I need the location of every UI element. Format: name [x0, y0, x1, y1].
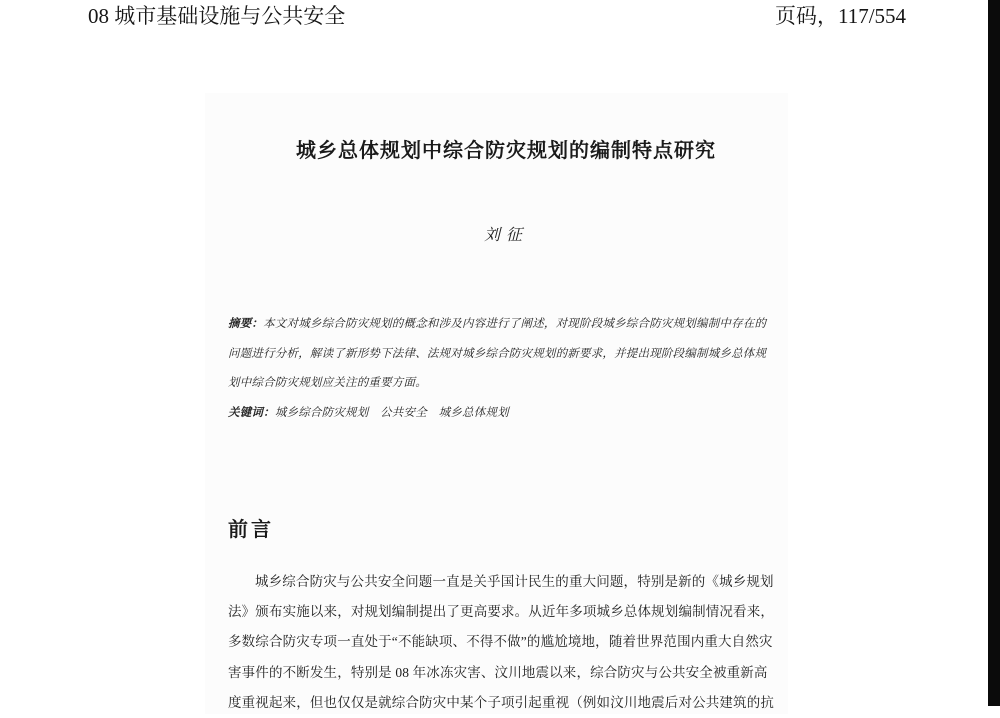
abstract-label: 摘要： — [228, 318, 264, 330]
abstract-block — [228, 310, 784, 428]
paper-author: 刘征 — [483, 227, 528, 244]
header-document-title: 08 城市基础设施与公共安全 — [88, 4, 346, 28]
header-page-number: 页码，117/554 — [775, 4, 907, 28]
paper-title: 城乡总体规划中综合防灾规划的编制特点研究 — [296, 140, 716, 162]
abstract-text: 本文对城乡综合防灾规划的概念和涉及内容进行了阐述，对现阶段城乡综合防灾规划编制中存在的 — [263, 318, 767, 330]
section-heading-preface: 前言 — [228, 519, 274, 541]
body-line: 度重视起来，但也仅仅是就综合防灾中某个子项引起重视（例如汶川地震后对公共建筑的抗 — [228, 694, 774, 710]
abstract-line: 问题进行分析，解读了新形势下法律、法规对城乡综合防灾规划的新要求，并提出现阶段编制城乡总体规 — [228, 347, 767, 360]
body-line: 城乡综合防灾与公共安全问题一直是关乎国计民生的重大问题，特别是新的《城乡规划 — [255, 574, 774, 589]
keywords-line — [228, 399, 784, 429]
keywords-text: 城乡综合防灾规划 公共安全 城乡总体规划 — [274, 406, 509, 419]
keywords-label: 关键词： — [228, 406, 275, 419]
body-line: 法》颁布实施以来，对规划编制提出了更高要求。从近年多项城乡总体规划编制情况看来， — [228, 604, 774, 620]
body-line: 害事件的不断发生，特别是 08 年冰冻灾害、汶川地震以来，综合防灾与公共安全被重新高 — [228, 664, 768, 680]
body-paragraph — [228, 567, 784, 718]
abstract-line — [228, 310, 784, 340]
scan-edge-artifact — [988, 0, 1000, 706]
body-line: 多数综合防灾专项一直处于“不能缺项、不得不做”的尴尬境地，随着世界范围内重大自然灾 — [228, 634, 773, 650]
abstract-line: 划中综合防灾规划应关注的重要方面。 — [228, 377, 427, 389]
